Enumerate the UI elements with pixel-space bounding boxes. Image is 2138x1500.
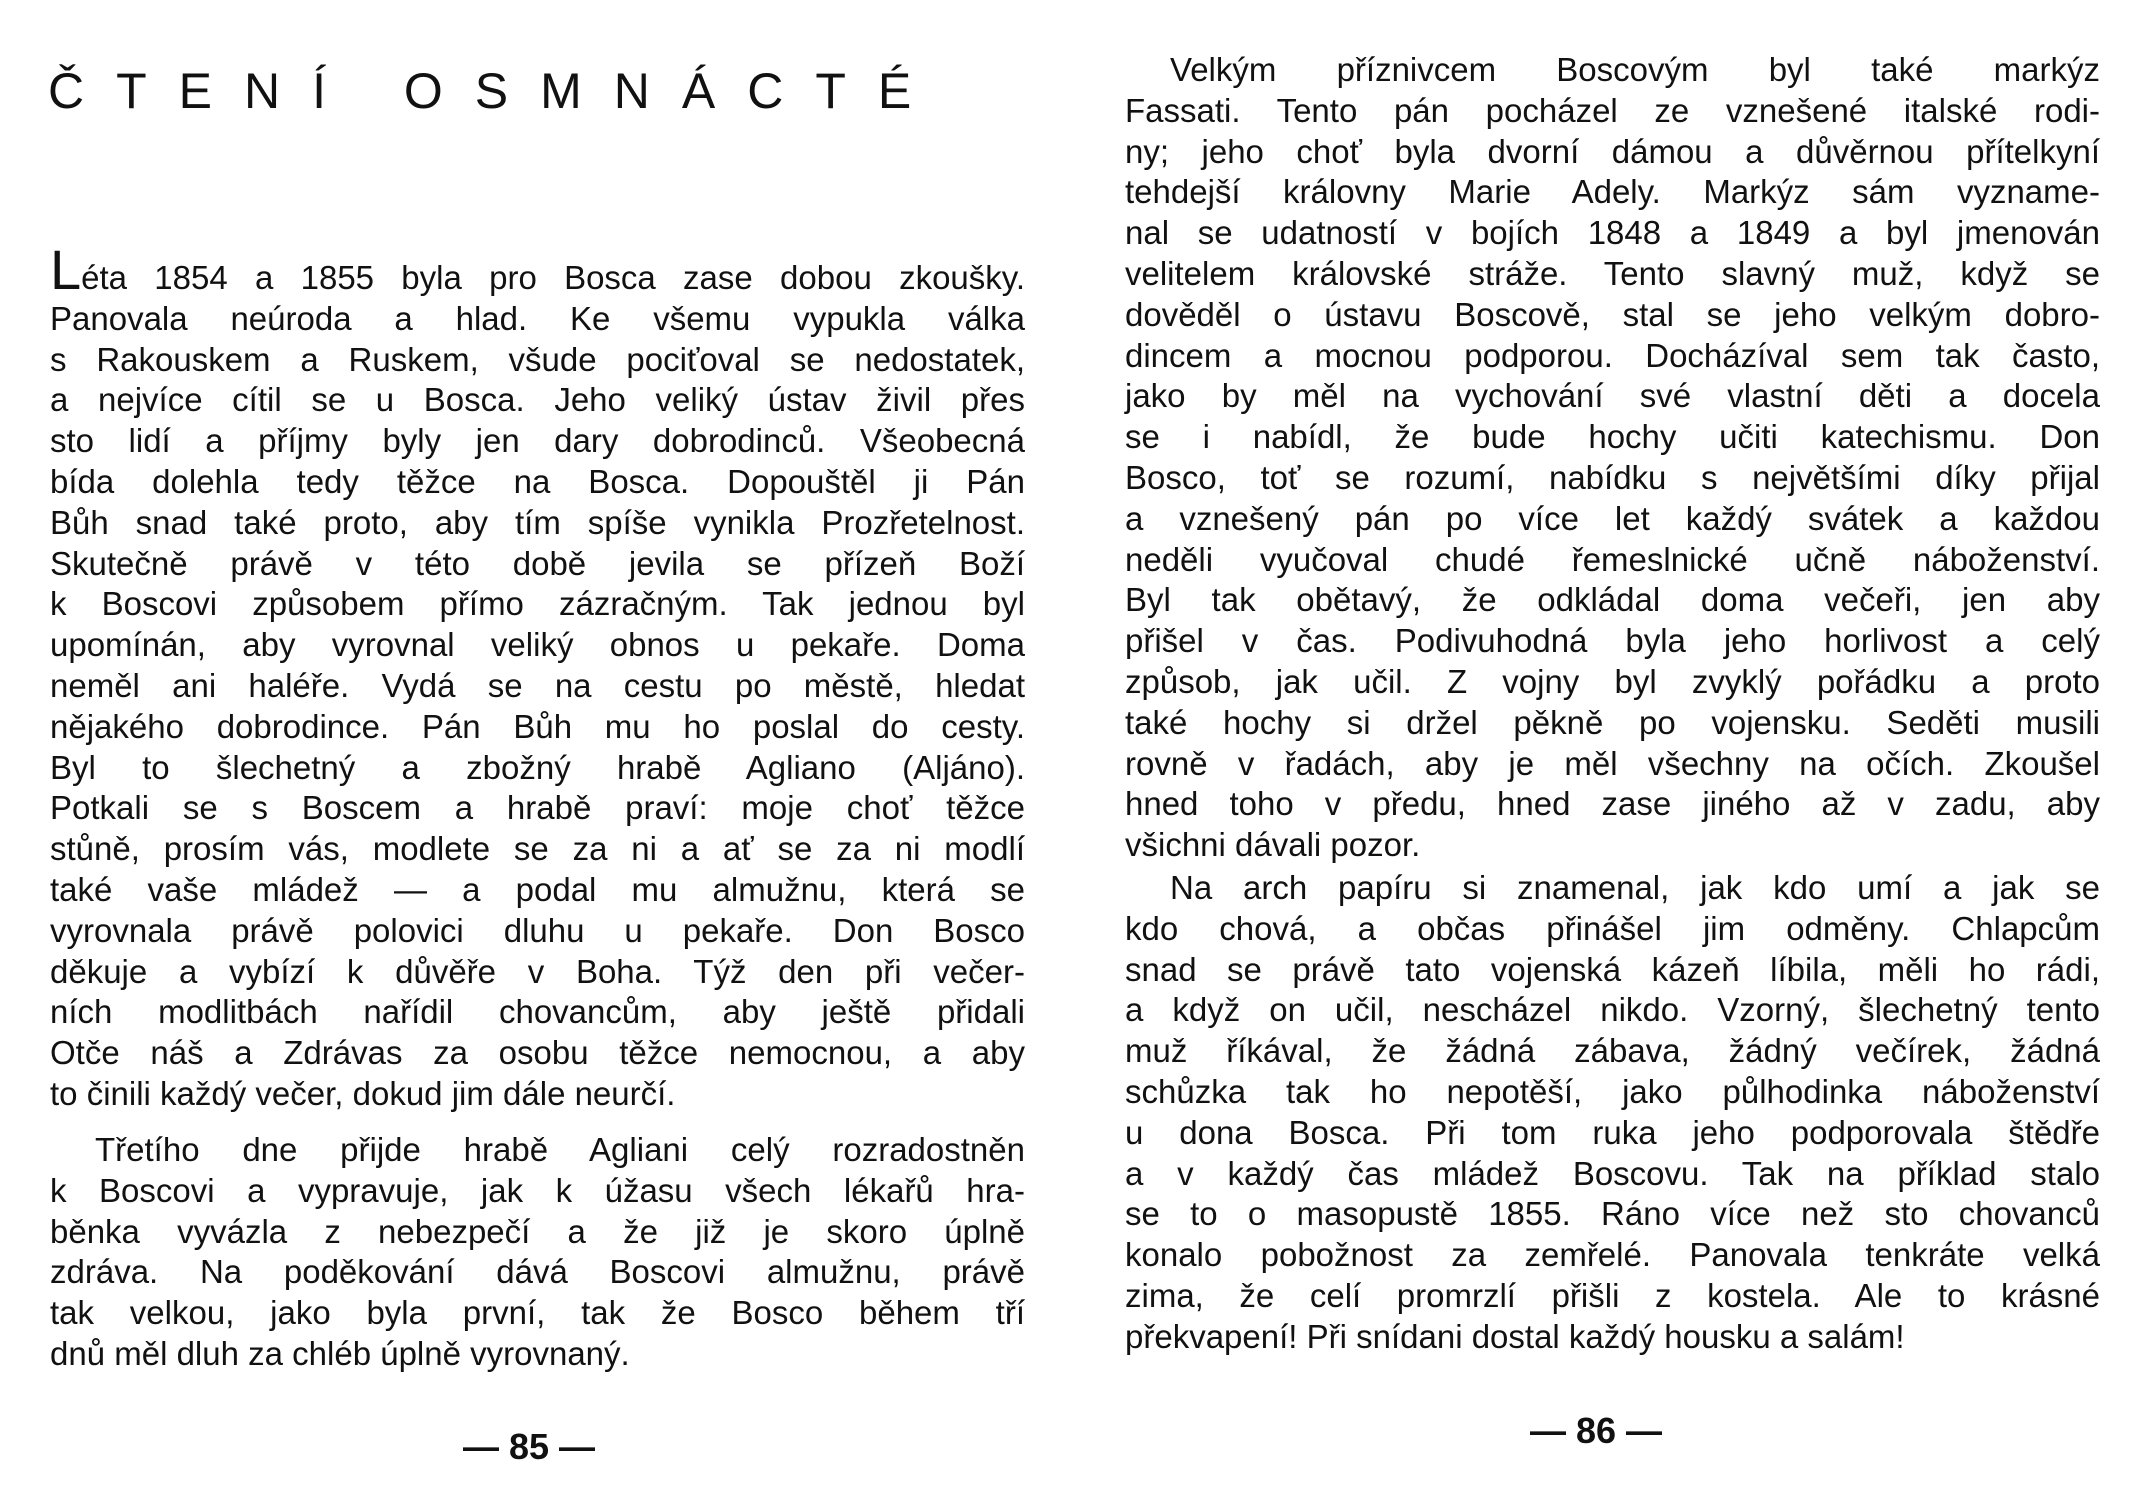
- page-number: — 86 —: [1530, 1410, 1663, 1451]
- text-line: ny; jeho choť byla dvorní dámou a důvěrnou přítelkyní: [1125, 132, 2100, 170]
- text-line: kdo chová, a občas přinášel jim odměny. Chlapcům: [1125, 909, 2100, 947]
- text-line: děkuje a vybízí k důvěře v Boha. Týž den při večer-: [50, 952, 1025, 990]
- page-number: — 85 —: [463, 1426, 596, 1467]
- text-line: Otče náš a Zdrávas za osobu těžce nemocnou, a aby: [50, 1034, 1025, 1072]
- text-line: zima, že celí promrzlí přišli z kostela. Ale to krásné: [1125, 1276, 2100, 1314]
- text-line: k Boscovi a vypravuje, jak k úžasu všech lékařů hra-: [50, 1171, 1025, 1209]
- text-line: všichni dávali pozor.: [1125, 826, 1421, 864]
- text-line: se i nabídl, že bude hochy učiti katechismu. Don: [1125, 418, 2100, 456]
- right-page: [1069, 0, 2138, 1500]
- text-line: překvapení! Při snídani dostal každý housku a salám!: [1125, 1317, 1905, 1355]
- text-line: a v každý čas mládež Boscovu. Tak na příklad stalo: [1125, 1154, 2100, 1192]
- text-line: s Rakouskem a Ruskem, všude pociťoval se nedostatek,: [50, 340, 1025, 378]
- text-line: Velkým příznivcem Boscovým byl také markýz: [1170, 51, 2100, 88]
- text-line: dincem a mocnou podporou. Docházíval sem tak často,: [1125, 336, 2100, 374]
- text-line: sto lidí a příjmy byly jen dary dobrodinců. Všeobecná: [50, 422, 1025, 460]
- text-line: dnů měl dluh za chléb úplně vyrovnaný.: [50, 1334, 630, 1372]
- text-line: upomínán, aby vyrovnal veliký obnos u pekaře. Doma: [50, 626, 1025, 664]
- text-line: tehdejší královny Marie Adely. Markýz sám vyzname-: [1125, 173, 2100, 211]
- text-line: Potkali se s Boscem a hrabě praví: moje choť těžce: [50, 789, 1025, 827]
- drop-cap: L: [50, 238, 82, 301]
- text-line: schůzka tak ho nepotěší, jako půlhodinka náboženství: [1125, 1072, 2100, 1110]
- text-line: rovně v řadách, aby je měl všechny na očích. Zkoušel: [1125, 744, 2100, 782]
- text-line: zdráva. Na poděkování dává Boscovi almužnu, právě: [50, 1253, 1025, 1291]
- text-line: nal se udatností v bojích 1848 a 1849 a byl jmenován: [1125, 214, 2100, 252]
- text-line: k Boscovi způsobem přímo zázračným. Tak jednou byl: [50, 585, 1025, 623]
- text-line: jako by měl na vychování své vlastní děti a docela: [1125, 377, 2100, 415]
- text-line: Panovala neúroda a hlad. Ke všemu vypukla válka: [50, 299, 1025, 337]
- text-line: Byl tak obětavý, že odkládal doma večeři, jen aby: [1125, 581, 2100, 619]
- text-line: se to o masopustě 1855. Ráno více než sto chovanců: [1125, 1195, 2100, 1233]
- text-line: Léta 1854 a 1855 byla pro Bosca zase dobou zkoušky.: [50, 238, 1025, 301]
- text-line: to činili každý večer, dokud jim dále neurčí.: [50, 1074, 676, 1112]
- text-line: Bůh snad také proto, aby tím spíše vynikla Prozřetelnost.: [50, 503, 1025, 541]
- right-paragraph-2: [1125, 868, 2100, 1358]
- text-line: také vaše mládež — a podal mu almužnu, která se: [50, 870, 1025, 908]
- left-paragraph-1: [50, 238, 1025, 1115]
- text-line: hned toho v předu, hned zase jiného až v zadu, aby: [1125, 785, 2100, 823]
- text-line: velitelem královské stráže. Tento slavný muž, když se: [1125, 254, 2100, 292]
- text-line: neděli vyučoval chudé řemeslnické učně náboženství.: [1125, 540, 2100, 578]
- text-line: Na arch papíru si znamenal, jak kdo umí a jak se: [1170, 869, 2100, 906]
- right-paragraph-1: [1125, 50, 2100, 866]
- chapter-heading: ČTENÍ OSMNÁCTÉ: [48, 63, 944, 119]
- text-line: stůně, prosím vás, modlete se za ni a ať se za ni modlí: [50, 830, 1025, 868]
- text-line: dověděl o ústavu Boscově, stal se jeho velkým dobro-: [1125, 295, 2100, 333]
- text-line: u dona Bosca. Při tom ruka jeho podporovala štědře: [1125, 1113, 2100, 1151]
- text-line: Bosco, toť se rozumí, nabídku s největšími díky přijal: [1125, 458, 2100, 496]
- left-paragraph-2: [50, 1130, 1025, 1375]
- text-line: Fassati. Tento pán pocházel ze vznešené italské rodi-: [1125, 91, 2100, 129]
- text-line: Třetího dne přijde hrabě Agliani celý rozradostněn: [95, 1131, 1025, 1168]
- text-line: Skutečně právě v této době jevila se přízeň Boží: [50, 544, 1025, 582]
- text-line: také hochy si držel pěkně po vojensku. Seděti musili: [1125, 703, 2100, 741]
- text-line: a když on učil, nescházel nikdo. Vzorný, šlechetný tento: [1125, 991, 2100, 1029]
- text-line: přišel v čas. Podivuhodná byla jeho horlivost a celý: [1125, 622, 2100, 660]
- text-line: způsob, jak učil. Z vojny byl zvyklý pořádku a proto: [1125, 662, 2100, 700]
- text-line: nějakého dobrodince. Pán Bůh mu ho poslal do cesty.: [50, 707, 1025, 745]
- text-line: ních modlitbách nařídil chovancům, aby ještě přidali: [50, 993, 1025, 1031]
- text-line: konalo pobožnost za zemřelé. Panovala tenkráte velká: [1125, 1236, 2100, 1274]
- text-line: snad se právě tato vojenská kázeň líbila, měli ho rádi,: [1125, 950, 2100, 988]
- text-line: a nejvíce cítil se u Bosca. Jeho veliký ústav živil přes: [50, 381, 1025, 419]
- text-line: Byl to šlechetný a zbožný hrabě Agliano (Aljáno).: [50, 748, 1025, 786]
- text-line: neměl ani haléře. Vydá se na cestu po městě, hledat: [50, 666, 1025, 704]
- text-line: tak velkou, jako byla první, tak že Bosco během tří: [50, 1294, 1025, 1332]
- text-line: běnka vyvázla z nebezpečí a že již je skoro úplně: [50, 1212, 1025, 1250]
- text-line: bída dolehla tedy těžce na Bosca. Dopouštěl ji Pán: [50, 462, 1025, 500]
- text-line: muž říkával, že žádná zábava, žádný večírek, žádná: [1125, 1032, 2100, 1070]
- text-line: a vznešený pán po více let každý svátek a každou: [1125, 499, 2100, 537]
- text-line: vyrovnala právě polovici dluhu u pekaře. Don Bosco: [50, 911, 1025, 949]
